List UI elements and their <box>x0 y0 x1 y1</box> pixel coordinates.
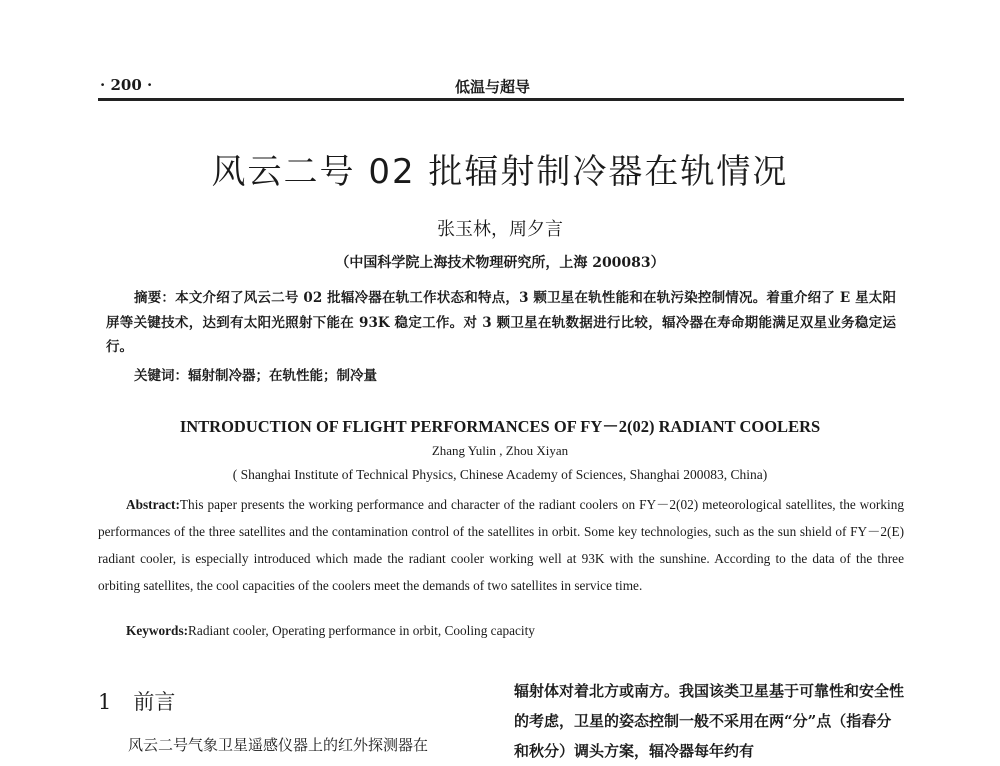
chinese-abstract-label: 摘要： <box>134 290 176 306</box>
section-heading <box>98 686 175 716</box>
chinese-authors: 张玉林，周夕言 <box>437 219 563 240</box>
english-authors: Zhang Yulin , Zhou Xiyan <box>431 443 569 458</box>
journal-name: 低温与超导 <box>455 78 531 96</box>
english-abstract <box>98 491 904 599</box>
english-title: INTRODUCTION OF FLIGHT PERFORMANCES OF FY－2(02) RADIANT COOLERS <box>179 417 821 436</box>
chinese-title: 风云二号 02 批辐射制冷器在轨情况 <box>211 152 789 192</box>
english-keywords-label: Keywords: <box>126 623 189 638</box>
english-affiliation: ( Shanghai Institute of Technical Physics, Chinese Academy of Sciences, Shanghai 200083, China) <box>232 467 768 482</box>
section-number: 1 <box>98 690 112 714</box>
body-left-column: 风云二号气象卫星遥感仪器上的红外探测器在 <box>128 736 429 754</box>
chinese-keywords-label: 关键词： <box>134 368 188 384</box>
page-number: · 200 · <box>100 76 153 94</box>
english-keywords <box>126 623 535 639</box>
header-rule <box>98 98 904 101</box>
body-right-column: 辐射体对着北方或南方。我国该类卫星基于可靠性和安全性的考虑，卫星的姿态控制一般不采用在两“分”点（指春分和秋分）调头方案，辐冷器每年约有 <box>514 682 905 760</box>
english-abstract-text: This paper presents the working performance and character of the radiant coolers on FY－2(02) meteorological satellites, the working performances of the three satellites and the contamination control of the satellites in orbit. Some key technologies, such as the sun shield of FY－2(E) radiant cooler, is especially introduced which made the radiant cooler working well at 93K with the sunshine. According to the data of the three orbiting satellites, the cool capacities of the coolers meet the demands of two satellites in service time. <box>98 497 904 593</box>
chinese-keywords-text: 辐射制冷器；在轨性能；制冷量 <box>188 368 377 384</box>
chinese-affiliation: （中国科学院上海技术物理研究所，上海 200083） <box>335 255 665 271</box>
english-abstract-label: Abstract: <box>126 497 180 512</box>
english-keywords-text: Radiant cooler, Operating performance in orbit, Cooling capacity <box>188 623 535 638</box>
chinese-abstract-text: 本文介绍了风云二号 02 批辐冷器在轨工作状态和特点，3 颗卫星在轨性能和在轨污染控制情况。着重介绍了 E 星太阳屏等关键技术，达到有太阳光照射下能在 93K 稳定工作。对 3 颗卫星在轨数据进行比较，辐冷器在寿命期能满足双星业务稳定运行。 <box>106 290 897 355</box>
chinese-keywords <box>134 364 377 384</box>
section-title: 前言 <box>133 690 176 714</box>
chinese-abstract <box>106 286 896 360</box>
